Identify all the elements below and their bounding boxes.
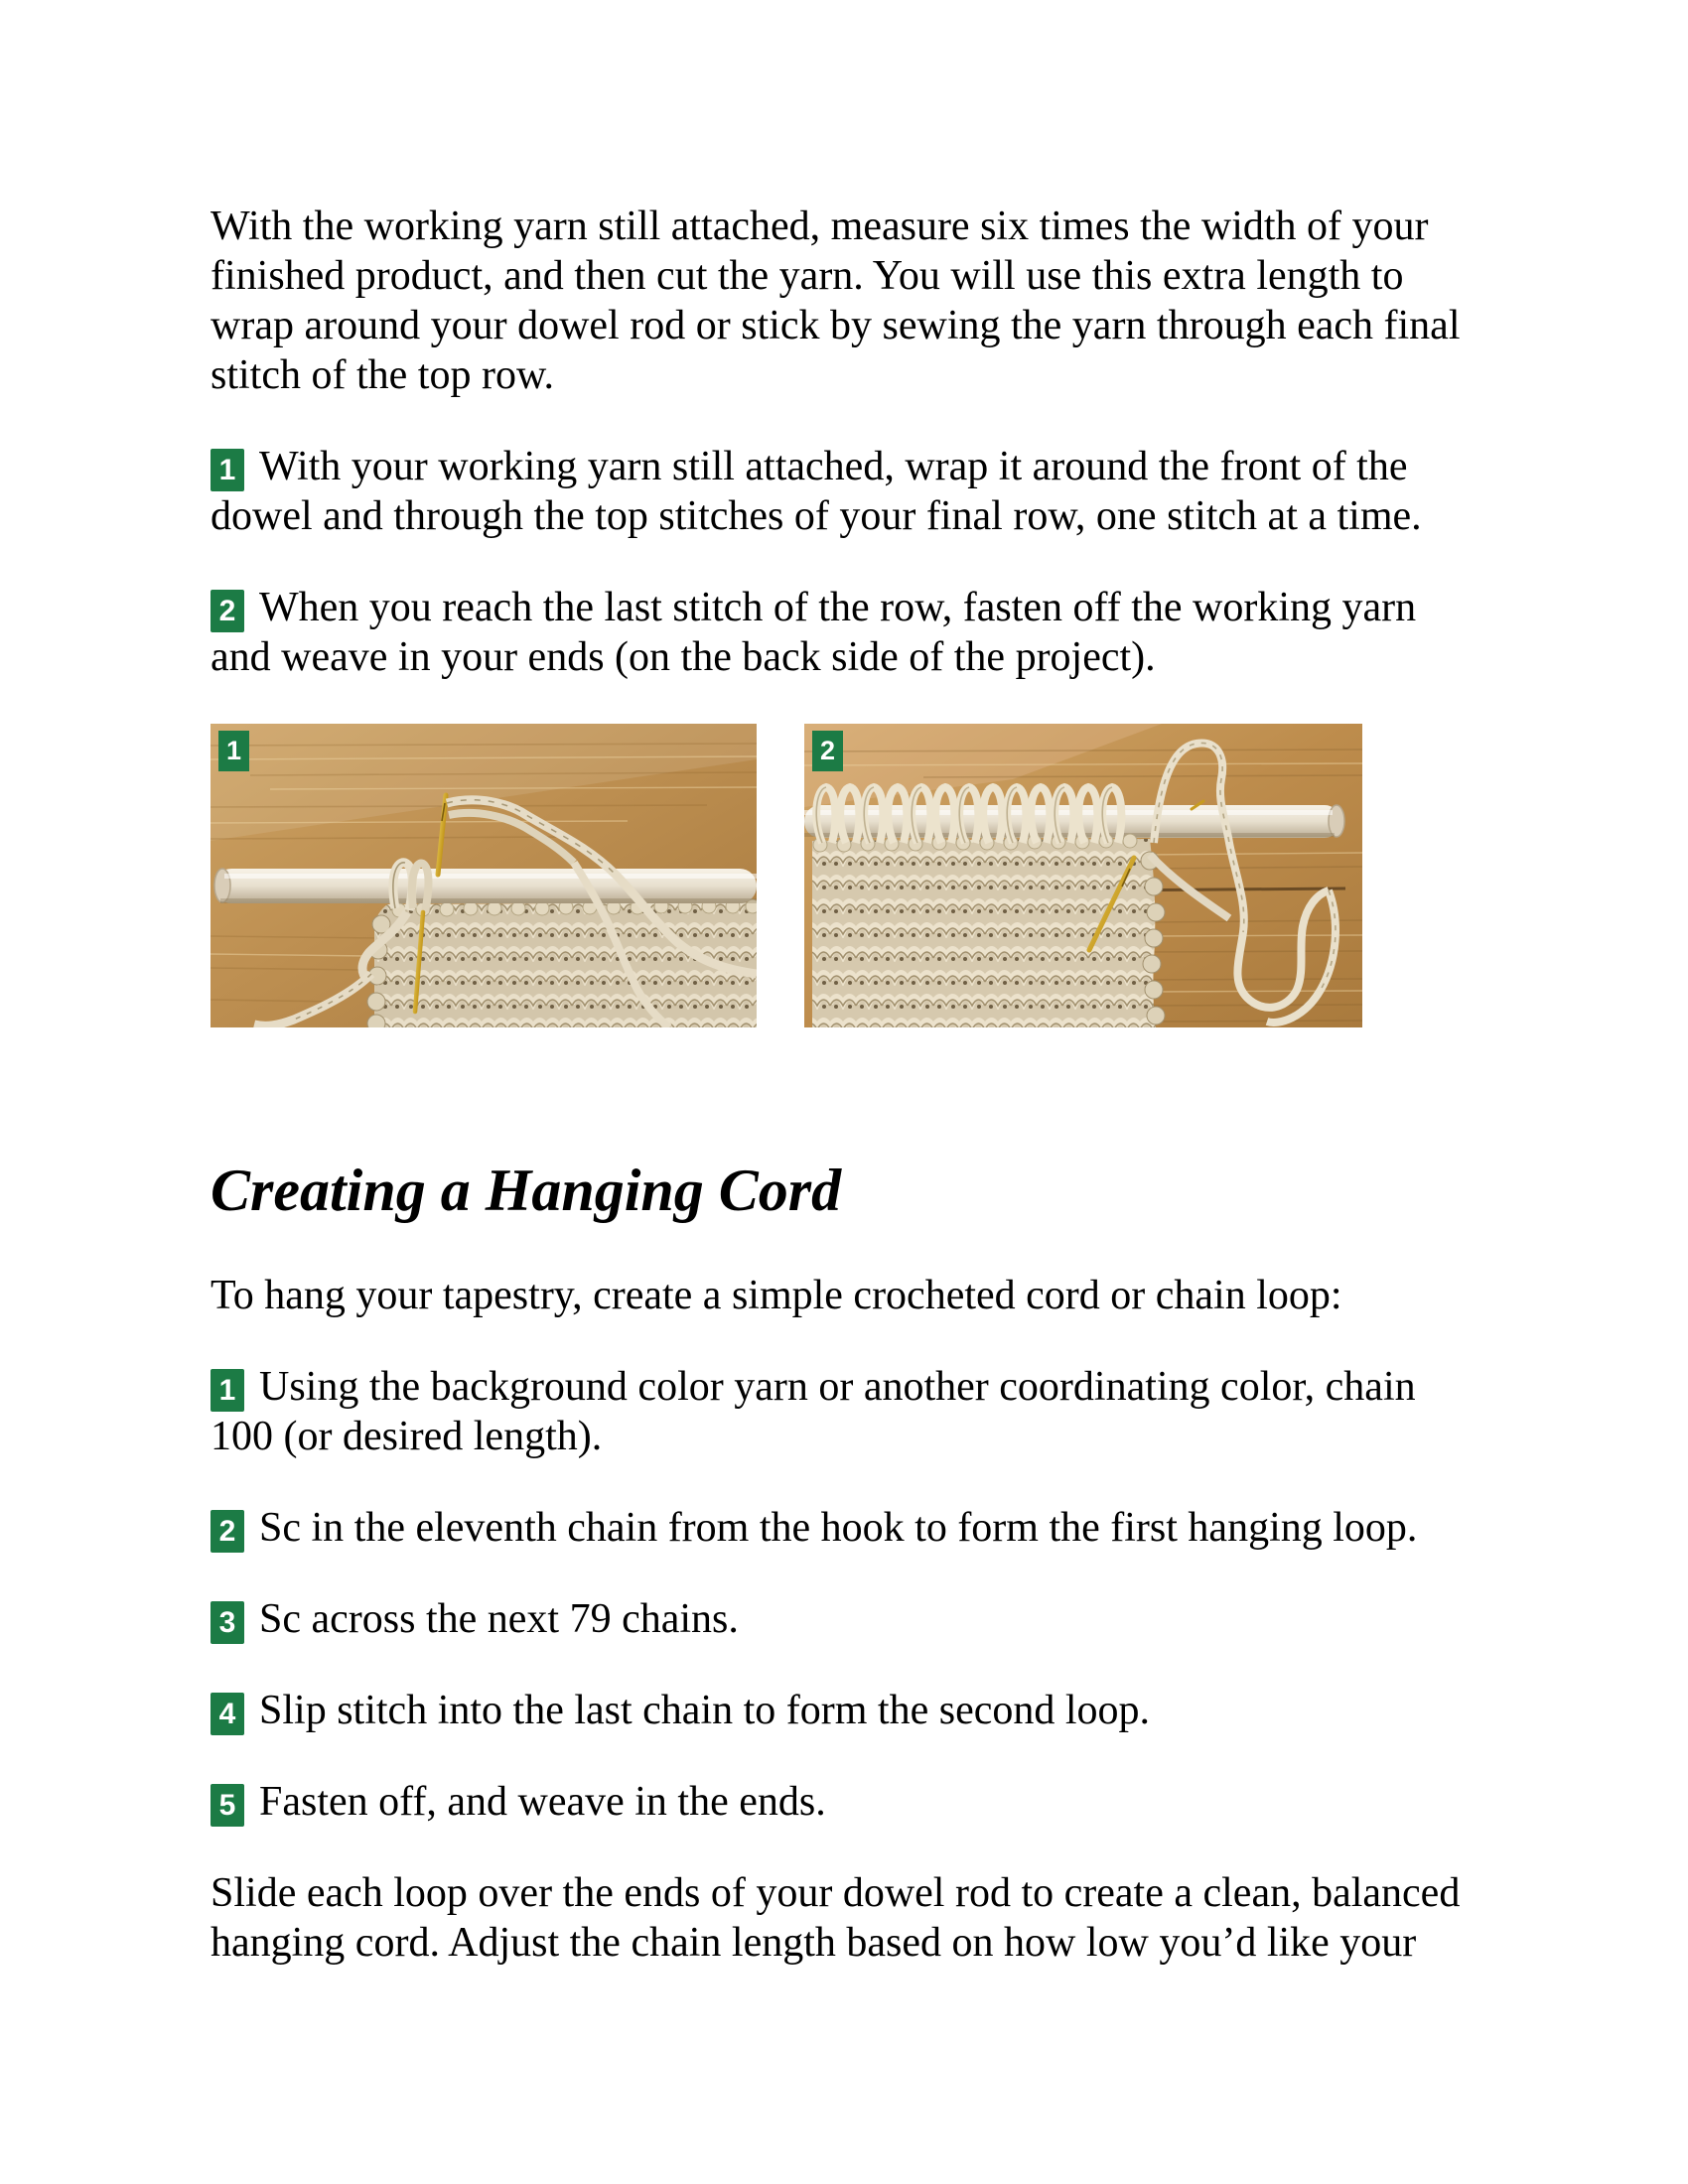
- cord-step-badge-1: 1: [211, 1369, 244, 1412]
- dowel-step-2-text: When you reach the last stitch of the row, fasten off the working yarn and weave in your ends (on the back side of the project).: [211, 585, 1417, 680]
- cord-step-badge-4: 4: [211, 1693, 244, 1735]
- cord-step-3: [211, 1594, 1481, 1644]
- section-intro-paragraph: To hang your tapestry, create a simple crocheted cord or chain loop:: [211, 1273, 1342, 1318]
- figure-photo-1: [211, 724, 757, 1027]
- cord-step-5: [211, 1777, 1481, 1827]
- dowel-rod: [214, 869, 757, 903]
- crochet-fabric: [367, 899, 757, 1027]
- cord-step-badge-3: 3: [211, 1601, 244, 1644]
- cord-step-2: [211, 1503, 1481, 1553]
- crochet-fabric: [812, 834, 1165, 1027]
- closing-paragraph: Slide each loop over the ends of your dowel rod to create a clean, balanced hanging cord. Adjust the chain length based on how low you’d like your: [211, 1870, 1461, 1966]
- step-badge-1: 1: [211, 449, 244, 491]
- section-heading: Creating a Hanging Cord: [211, 1158, 842, 1223]
- cord-step-3-text: Sc across the next 79 chains.: [259, 1596, 739, 1642]
- dowel-step-2: [211, 583, 1481, 682]
- cord-step-1-text: Using the background color yarn or another coordinating color, chain 100 (or desired length).: [211, 1364, 1416, 1459]
- dowel-step-1-text: With your working yarn still attached, wrap it around the front of the dowel and through the top stitches of your final row, one stitch at a time.: [211, 444, 1422, 539]
- cord-step-2-text: Sc in the eleventh chain from the hook to form the first hanging loop.: [259, 1505, 1418, 1551]
- photo-crochet-dowel-needle: [211, 724, 757, 1027]
- cord-step-1: [211, 1362, 1481, 1461]
- cord-step-4-text: Slip stitch into the last chain to form the second loop.: [259, 1688, 1151, 1733]
- cord-step-badge-5: 5: [211, 1784, 244, 1827]
- photo-badge-1: 1: [218, 731, 249, 771]
- cord-step-badge-2: 2: [211, 1510, 244, 1553]
- intro-paragraph: With the working yarn still attached, measure six times the width of your finished product, and then cut the yarn. You will use this extra length to wrap around your dowel rod or stick by sewing the yarn through each final stitch of the top row.: [211, 204, 1461, 398]
- step-badge-2: 2: [211, 590, 244, 632]
- dowel-step-1: [211, 442, 1481, 541]
- cord-step-5-text: Fasten off, and weave in the ends.: [259, 1779, 826, 1825]
- photo-badge-2: 2: [812, 731, 843, 771]
- cord-step-4: [211, 1686, 1481, 1735]
- photo-yarn-wrapped-dowel: [804, 724, 1362, 1027]
- figure-photo-2: [804, 724, 1362, 1027]
- figure-row: [211, 724, 1481, 1027]
